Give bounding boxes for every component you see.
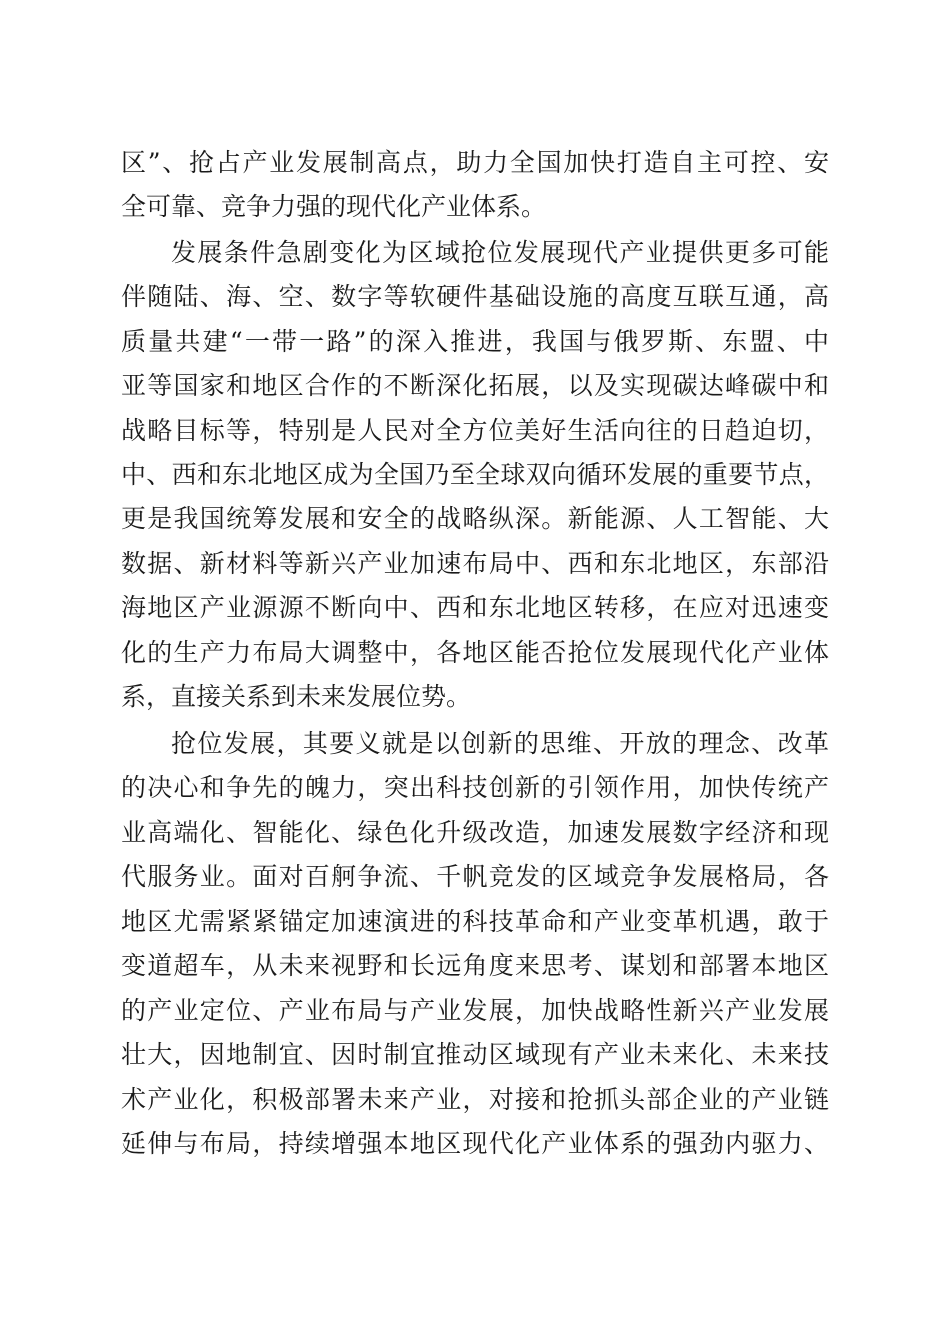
text-line: 的决心和争先的魄力，突出科技创新的引领作用，加快传统产 — [121, 773, 829, 802]
text-line: 中、西和东北地区成为全国乃至全球双向循环发展的重要节点， — [121, 460, 829, 489]
text-line: 地区尤需紧紧锚定加速演进的科技革命和产业变革机遇，敢于 — [121, 907, 829, 936]
text-line: 更是我国统筹发展和安全的战略纵深。新能源、人工智能、大 — [121, 504, 829, 533]
text-line: 数据、新材料等新兴产业加速布局中、西和东北地区，东部沿 — [121, 549, 829, 578]
paragraph-start-line: 抢位发展，其要义就是以创新的思维、开放的理念、改革 — [171, 729, 829, 758]
text-line: 亚等国家和地区合作的不断深化拓展，以及实现碳达峰碳中和 — [121, 371, 829, 400]
text-line: 区”、抢占产业发展制高点，助力全国加快打造自主可控、安 — [121, 148, 829, 177]
paragraph-start-line: 发展条件急剧变化为区域抢位发展现代产业提供更多可能 — [171, 238, 829, 267]
text-line: 代服务业。面对百舸争流、千帆竞发的区域竞争发展格局，各 — [121, 862, 829, 891]
text-line: 术产业化，积极部署未来产业，对接和抢抓头部企业的产业链 — [121, 1085, 829, 1114]
text-line: 化的生产力布局大调整中，各地区能否抢位发展现代化产业体 — [121, 638, 829, 667]
text-line: 的产业定位、产业布局与产业发展，加快战略性新兴产业发展 — [121, 996, 829, 1025]
text-line: 业高端化、智能化、绿色化升级改造，加速发展数字经济和现 — [121, 818, 829, 847]
text-line: 伴随陆、海、空、数字等软硬件基础设施的高度互联互通，高 — [121, 282, 829, 311]
text-line: 延伸与布局，持续增强本地区现代化产业体系的强劲内驱力、 — [121, 1129, 829, 1158]
text-line: 壮大，因地制宜、因时制宜推动区域现有产业未来化、未来技 — [121, 1040, 829, 1069]
text-line: 海地区产业源源不断向中、西和东北地区转移，在应对迅速变 — [121, 593, 829, 622]
text-line: 质量共建“一带一路”的深入推进，我国与俄罗斯、东盟、中 — [121, 327, 829, 356]
text-line: 系，直接关系到未来发展位势。 — [121, 682, 472, 711]
text-line: 变道超车，从未来视野和长远角度来思考、谋划和部署本地区 — [121, 951, 829, 980]
text-line: 全可靠、竞争力强的现代化产业体系。 — [121, 192, 547, 221]
text-line: 战略目标等，特别是人民对全方位美好生活向往的日趋迫切， — [121, 416, 829, 445]
